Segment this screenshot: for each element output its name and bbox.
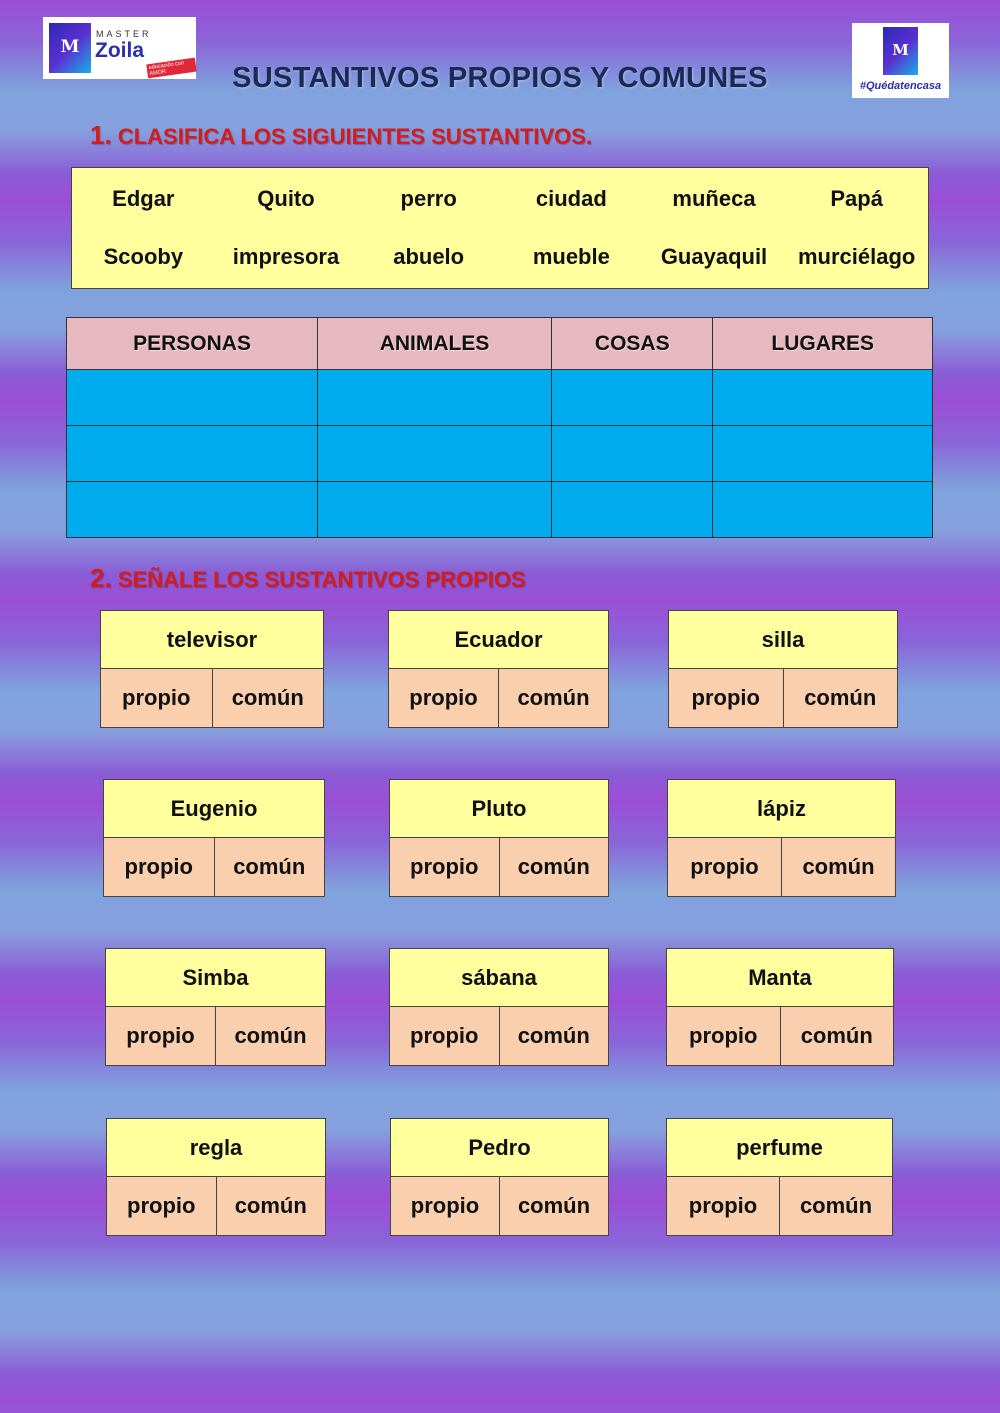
column-header-animales: ANIMALES (318, 318, 552, 370)
noun-word: perfume (667, 1119, 892, 1177)
option-comun[interactable]: común (783, 669, 898, 727)
section-1-title (90, 120, 592, 151)
noun-card (666, 948, 894, 1066)
drop-cell[interactable] (552, 426, 713, 482)
section-2-title (90, 563, 526, 594)
drop-cell[interactable] (713, 370, 933, 426)
noun-word: Simba (106, 949, 325, 1007)
drop-cell[interactable] (318, 426, 552, 482)
drop-cell[interactable] (67, 482, 318, 538)
section-1-number: 1. (90, 120, 112, 150)
option-comun[interactable]: común (781, 838, 895, 896)
option-propio[interactable]: propio (689, 1023, 758, 1048)
option-propio[interactable]: propio (410, 1023, 479, 1048)
drop-cell[interactable] (552, 482, 713, 538)
drop-cell[interactable] (318, 370, 552, 426)
noun-word: Manta (667, 949, 893, 1007)
logo-quedatencasa (852, 23, 949, 98)
table-row (67, 426, 933, 482)
noun-word: Eugenio (104, 780, 324, 838)
noun-word: sábana (390, 949, 608, 1007)
drop-cell[interactable] (67, 426, 318, 482)
logo-brand-text: Zoila (95, 39, 145, 62)
word-bank-item[interactable]: ciudad (535, 186, 607, 211)
word-bank-item[interactable]: mueble (532, 244, 610, 269)
noun-card (390, 1118, 609, 1236)
noun-card (666, 1118, 893, 1236)
option-comun[interactable]: común (215, 1007, 325, 1065)
word-bank-item[interactable]: Quito (257, 186, 315, 211)
noun-card (667, 779, 896, 897)
classification-table (66, 317, 933, 538)
noun-word: silla (669, 611, 897, 669)
logo-tagline: educación con AMOR (146, 58, 196, 79)
table-row (67, 370, 933, 426)
drop-cell[interactable] (552, 370, 713, 426)
noun-word: regla (107, 1119, 325, 1177)
noun-card (668, 610, 898, 728)
noun-card (389, 779, 609, 897)
option-propio[interactable]: propio (127, 1193, 196, 1218)
word-bank-item[interactable]: Papá (830, 186, 883, 211)
noun-card (105, 948, 326, 1066)
table-row (67, 482, 933, 538)
noun-card (100, 610, 324, 728)
option-propio[interactable]: propio (410, 1193, 480, 1218)
option-comun[interactable]: común (499, 1177, 608, 1235)
drop-cell[interactable] (713, 482, 933, 538)
word-bank-item[interactable]: murciélago (797, 244, 916, 269)
drop-cell[interactable] (713, 426, 933, 482)
word-bank-item[interactable]: impresora (232, 244, 340, 269)
logo-master-text: MASTER (96, 29, 152, 39)
noun-word: Pluto (390, 780, 608, 838)
noun-word: Pedro (391, 1119, 608, 1177)
drop-cell[interactable] (67, 370, 318, 426)
option-propio[interactable]: propio (691, 685, 760, 710)
option-comun[interactable]: común (212, 669, 324, 727)
word-bank-item[interactable]: abuelo (393, 244, 465, 269)
option-comun[interactable]: común (498, 669, 608, 727)
drop-cell[interactable] (318, 482, 552, 538)
noun-word: Ecuador (389, 611, 608, 669)
column-header-lugares: LUGARES (713, 318, 933, 370)
noun-word: televisor (101, 611, 323, 669)
option-comun[interactable]: común (779, 1177, 892, 1235)
word-bank-item[interactable]: Edgar (112, 186, 175, 211)
word-bank (71, 167, 929, 289)
option-propio[interactable]: propio (690, 854, 759, 879)
noun-card (388, 610, 609, 728)
option-comun[interactable]: común (214, 838, 325, 896)
option-comun[interactable]: común (216, 1177, 326, 1235)
section-1-label: CLASIFICA LOS SIGUIENTES SUSTANTIVOS. (117, 124, 593, 149)
logo-mark-icon: M (883, 27, 918, 75)
section-2-label: SEÑALE LOS SUSTANTIVOS PROPIOS (117, 567, 526, 592)
logo-hashtag: #Quédatencasa (859, 80, 942, 92)
option-comun[interactable]: común (499, 838, 609, 896)
word-bank-item[interactable]: Scooby (103, 244, 184, 269)
option-propio[interactable]: propio (688, 1193, 758, 1218)
word-bank-item[interactable]: muñeca (672, 186, 756, 211)
option-propio[interactable]: propio (124, 854, 193, 879)
option-comun[interactable]: común (499, 1007, 609, 1065)
option-propio[interactable]: propio (126, 1023, 195, 1048)
word-bank-item[interactable]: Guayaquil (660, 244, 768, 269)
noun-card (103, 779, 325, 897)
option-propio[interactable]: propio (122, 685, 191, 710)
column-header-personas: PERSONAS (67, 318, 318, 370)
noun-card (389, 948, 609, 1066)
column-header-cosas: COSAS (552, 318, 713, 370)
noun-word: lápiz (668, 780, 895, 838)
option-propio[interactable]: propio (410, 854, 479, 879)
word-bank-item[interactable]: perro (400, 186, 457, 211)
section-2-number: 2. (90, 563, 112, 593)
option-comun[interactable]: común (780, 1007, 894, 1065)
option-propio[interactable]: propio (409, 685, 478, 710)
page-title: SUSTANTIVOS PROPIOS Y COMUNES (232, 62, 768, 94)
noun-card (106, 1118, 326, 1236)
logo-mark-icon: M (49, 23, 91, 73)
